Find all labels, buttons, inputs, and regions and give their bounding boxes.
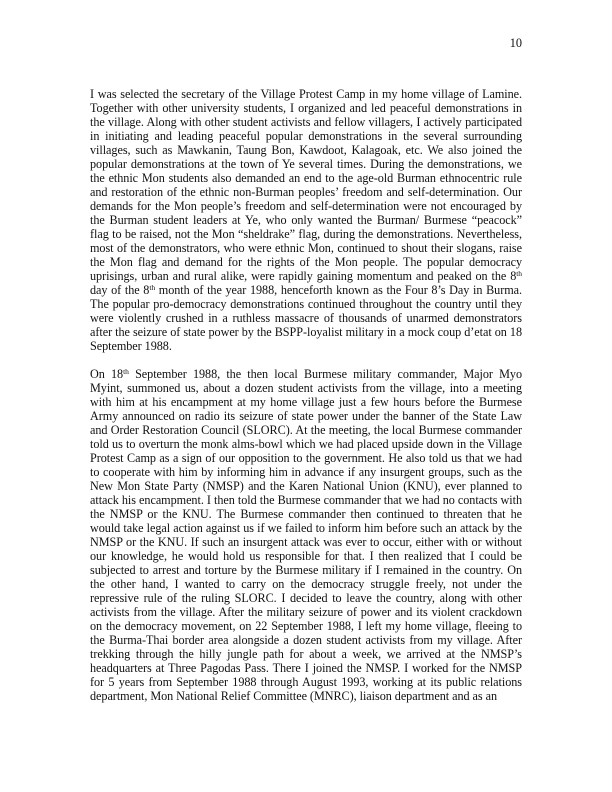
page-number: 10 xyxy=(509,36,522,50)
body-text xyxy=(90,87,522,703)
ordinal-superscript: th xyxy=(516,269,522,278)
ordinal-superscript: th xyxy=(123,367,129,376)
paragraph-text: month of the year 1988, henceforth known as the Four 8’s Day in Burma. The popular pro-democracy demonstrations continued throughout the country until they were violently crushed in a ruthless massacre of thousands of unarmed demonstrators after the seizure of state power by the BSPP-loyalist military in a mock coup d’etat on 18 September 1988. xyxy=(90,283,522,353)
paragraph-text: On 18 xyxy=(90,367,124,381)
paragraph xyxy=(90,367,522,703)
paragraph-text: day of the 8 xyxy=(90,283,150,297)
paragraph-text: September 1988, the then local Burmese military commander, Major Myo Myint, summoned us, about a dozen student activists from the village, into a meeting with him at his encampment at my home village just a few hours before the Burmese Army announced on radio its seizure of state power under the banner of the State Law and Order Restoration Council (SLORC). At the meeting, the local Burmese commander told us to overturn the monk alms-bowl which we had placed upside down in the Village Protest Camp as a sign of our opposition to the government. He also told us that we had to cooperate with him by informing him in advance if any insurgent groups, such as the New Mon State Party (NMSP) and the Karen National Union (KNU), ever planned to attack his encampment. I then told the Burmese commander that we had no contacts with the NMSP or the KNU. The Burmese commander then continued to threaten that he would take legal action against us if we failed to inform him before such an attack by the NMSP or the KNU. If such an insurgent attack was ever to occur, either with or without our knowledge, he would hold us responsible for that. I then realized that I could be subjected to arrest and torture by the Burmese military if I remained in the country. On the other hand, I wanted to carry on the democracy struggle freely, not under the repressive rule of the ruling SLORC. I decided to leave the country, along with other activists from the village. After the military seizure of power and its violent crackdown on the democracy movement, on 22 September 1988, I left my home village, fleeing to the Burma-Thai border area alongside a dozen student activists from my village. After trekking through the hilly jungle path for about a week, we arrived at the NMSP’s headquarters at Three Pagodas Pass. There I joined the NMSP. I worked for the NMSP for 5 years from September 1988 through August 1993, working at its public relations department, Mon National Relief Committee (MNRC), liaison department and as an xyxy=(90,367,522,703)
paragraph-text: I was selected the secretary of the Village Protest Camp in my home village of Lamine. Together with other university students, I organized and led peaceful demonstrations in the village. Along with other student activists and fellow villagers, I actively participated in initiating and leading peaceful popular demonstrations in the several surrounding villages, such as Mawkanin, Taung Bon, Kawdoot, Kalagoak, etc. We also joined the popular demonstrations at the town of Ye several times. During the demonstrations, we the ethnic Mon students also demanded an end to the age-old Burman ethnocentric rule and restoration of the ethnic non-Burman peoples’ freedom and self-determination. Our demands for the Mon people’s freedom and self-determination were not encouraged by the Burman student leaders at Ye, who only wanted the Burman/ Burmese “peacock” flag to be raised, not the Mon “sheldrake” flag, during the demonstrations. Nevertheless, most of the demonstrators, who were ethnic Mon, continued to shout their slogans, raise the Mon flag and demand for the rights of the Mon people. The popular democracy uprisings, urban and rural alike, were rapidly gaining momentum and peaked on the 8 xyxy=(90,87,522,283)
ordinal-superscript: th xyxy=(149,283,156,292)
paragraph xyxy=(90,87,522,353)
